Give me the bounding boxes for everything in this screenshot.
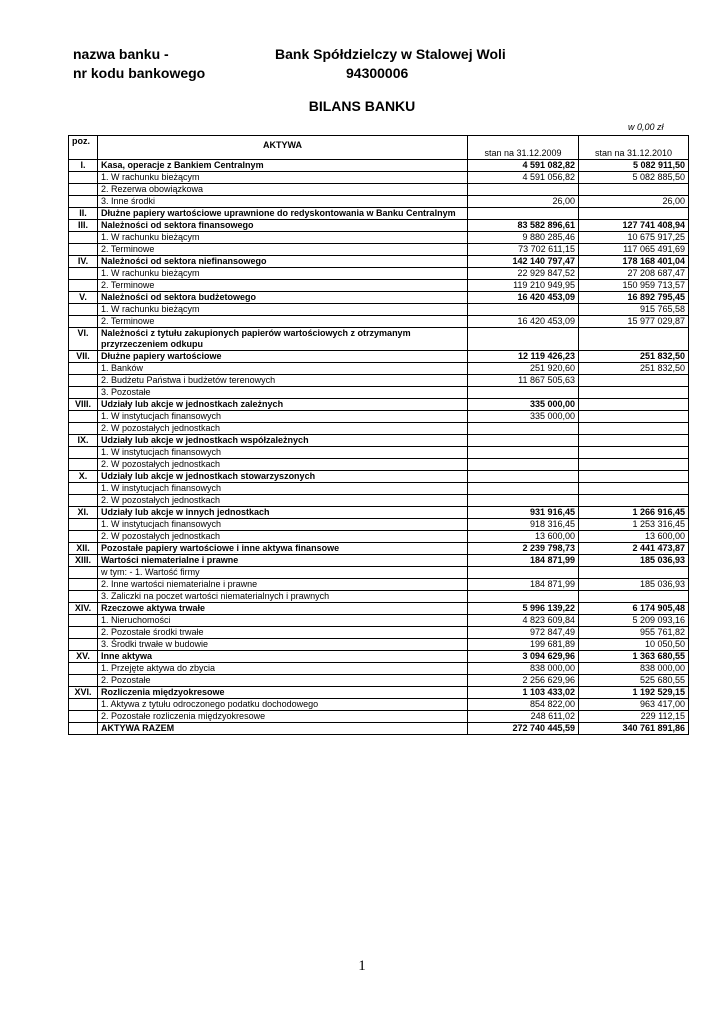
row-value-2010: 10 050,50 [579, 639, 689, 651]
table-row [69, 531, 689, 543]
header-2010: stan na 31.12.2010 [579, 136, 689, 160]
row-label: 1. Aktywa z tytułu odroczonego podatku dochodowego [98, 699, 468, 711]
table-row [69, 184, 689, 196]
row-poz: XIII. [69, 555, 98, 567]
row-value-2010 [579, 208, 689, 220]
row-label: 2. W pozostałych jednostkach [98, 423, 468, 435]
table-row [69, 232, 689, 244]
row-value-2010: 340 761 891,86 [579, 723, 689, 735]
row-value-2009: 22 929 847,52 [468, 268, 579, 280]
row-poz [69, 196, 98, 208]
row-poz: I. [69, 160, 98, 172]
table-row [69, 555, 689, 567]
row-label: Rzeczowe aktywa trwałe [98, 603, 468, 615]
row-label: 2. Terminowe [98, 280, 468, 292]
row-value-2009: 2 239 798,73 [468, 543, 579, 555]
table-row [69, 675, 689, 687]
bank-name: Bank Spółdzielczy w Stalowej Woli [275, 46, 506, 62]
row-poz: V. [69, 292, 98, 304]
row-value-2010 [579, 591, 689, 603]
row-value-2009 [468, 495, 579, 507]
row-poz: VI. [69, 328, 98, 351]
row-value-2009 [468, 304, 579, 316]
row-value-2010: 963 417,00 [579, 699, 689, 711]
row-label: Dłużne papiery wartościowe [98, 351, 468, 363]
row-value-2010: 251 832,50 [579, 363, 689, 375]
table-row [69, 435, 689, 447]
row-value-2009: 184 871,99 [468, 555, 579, 567]
row-label: 2. Pozostałe rozliczenia międzyokresowe [98, 711, 468, 723]
row-value-2010: 16 892 795,45 [579, 292, 689, 304]
row-value-2009: 184 871,99 [468, 579, 579, 591]
row-value-2009: 73 702 611,15 [468, 244, 579, 256]
row-value-2009: 83 582 896,61 [468, 220, 579, 232]
row-value-2010: 185 036,93 [579, 555, 689, 567]
row-poz [69, 304, 98, 316]
row-poz [69, 483, 98, 495]
row-label: 2. Inne wartości niematerialne i prawne [98, 579, 468, 591]
row-value-2009: 838 000,00 [468, 663, 579, 675]
table-row [69, 579, 689, 591]
row-value-2010: 1 363 680,55 [579, 651, 689, 663]
row-value-2010: 6 174 905,48 [579, 603, 689, 615]
row-poz [69, 387, 98, 399]
row-value-2009: 13 600,00 [468, 531, 579, 543]
row-poz: XII. [69, 543, 98, 555]
row-value-2009: 3 094 629,96 [468, 651, 579, 663]
row-value-2009: 854 822,00 [468, 699, 579, 711]
table-row [69, 591, 689, 603]
row-poz: XVI. [69, 687, 98, 699]
row-label: Należności od sektora niefinansowego [98, 256, 468, 268]
row-label: 2. W pozostałych jednostkach [98, 531, 468, 543]
row-value-2009 [468, 459, 579, 471]
row-poz [69, 363, 98, 375]
table-row [69, 280, 689, 292]
row-label: 2. Terminowe [98, 316, 468, 328]
table-row [69, 220, 689, 232]
row-label: 1. W rachunku bieżącym [98, 232, 468, 244]
table-row [69, 723, 689, 735]
row-poz [69, 699, 98, 711]
row-value-2009 [468, 184, 579, 196]
row-poz [69, 244, 98, 256]
table-row [69, 160, 689, 172]
row-label: Należności z tytułu zakupionych papierów wartościowych z otrzymanym przyrzeczeniem odkupu [98, 328, 468, 351]
row-poz [69, 531, 98, 543]
row-value-2010 [579, 483, 689, 495]
row-label: Wartości niematerialne i prawne [98, 555, 468, 567]
row-value-2010: 13 600,00 [579, 531, 689, 543]
row-label: 1. W rachunku bieżącym [98, 172, 468, 184]
row-value-2009: 199 681,89 [468, 639, 579, 651]
row-poz: XIV. [69, 603, 98, 615]
row-value-2009: 1 103 433,02 [468, 687, 579, 699]
row-label: w tym: - 1. Wartość firmy [98, 567, 468, 579]
row-value-2009 [468, 567, 579, 579]
row-value-2010 [579, 459, 689, 471]
table-row [69, 172, 689, 184]
row-value-2009: 4 823 609,84 [468, 615, 579, 627]
row-value-2010: 2 441 473,87 [579, 543, 689, 555]
row-value-2010 [579, 447, 689, 459]
row-value-2010 [579, 495, 689, 507]
table-row [69, 328, 689, 351]
table-row [69, 459, 689, 471]
row-value-2009 [468, 591, 579, 603]
table-row [69, 256, 689, 268]
row-value-2009 [468, 208, 579, 220]
row-value-2010 [579, 435, 689, 447]
row-label: 1. W instytucjach finansowych [98, 411, 468, 423]
row-value-2010: 1 253 316,45 [579, 519, 689, 531]
table-row [69, 423, 689, 435]
row-value-2010: 117 065 491,69 [579, 244, 689, 256]
row-label: 3. Pozostałe [98, 387, 468, 399]
row-label: Kasa, operacje z Bankiem Centralnym [98, 160, 468, 172]
row-label: 3. Zaliczki na poczet wartości niematerialnych i prawnych [98, 591, 468, 603]
row-poz: III. [69, 220, 98, 232]
row-value-2010 [579, 375, 689, 387]
table-row [69, 711, 689, 723]
row-value-2009: 12 119 426,23 [468, 351, 579, 363]
row-value-2010 [579, 184, 689, 196]
row-label: 2. Terminowe [98, 244, 468, 256]
row-value-2009: 272 740 445,59 [468, 723, 579, 735]
row-poz: IX. [69, 435, 98, 447]
row-value-2010: 150 959 713,57 [579, 280, 689, 292]
row-label: Udziały lub akcje w jednostkach współzależnych [98, 435, 468, 447]
row-value-2010 [579, 387, 689, 399]
row-poz [69, 615, 98, 627]
row-label: Rozliczenia międzyokresowe [98, 687, 468, 699]
row-poz [69, 675, 98, 687]
row-poz [69, 316, 98, 328]
header-2009: stan na 31.12.2009 [468, 136, 579, 160]
row-poz [69, 639, 98, 651]
row-value-2009 [468, 471, 579, 483]
row-value-2009: 248 611,02 [468, 711, 579, 723]
row-label: 2. W pozostałych jednostkach [98, 495, 468, 507]
table-row [69, 615, 689, 627]
row-label: 1. W instytucjach finansowych [98, 519, 468, 531]
row-poz [69, 375, 98, 387]
table-row [69, 651, 689, 663]
bank-code: 94300006 [346, 65, 409, 81]
row-value-2010: 26,00 [579, 196, 689, 208]
row-label: 3. Inne środki [98, 196, 468, 208]
row-label: 2. Pozostałe [98, 675, 468, 687]
table-row [69, 268, 689, 280]
row-value-2010: 1 192 529,15 [579, 687, 689, 699]
table-row [69, 639, 689, 651]
row-label: 2. Pozostałe środki trwałe [98, 627, 468, 639]
row-value-2009: 4 591 082,82 [468, 160, 579, 172]
row-label: Należności od sektora finansowego [98, 220, 468, 232]
row-poz [69, 447, 98, 459]
header-poz: poz. [69, 136, 98, 160]
row-label: Udziały lub akcje w innych jednostkach [98, 507, 468, 519]
bank-name-label: nazwa banku - [73, 46, 169, 62]
row-label: Należności od sektora budżetowego [98, 292, 468, 304]
row-value-2009 [468, 447, 579, 459]
table-row [69, 483, 689, 495]
row-poz [69, 663, 98, 675]
row-value-2010: 229 112,15 [579, 711, 689, 723]
row-value-2009 [468, 387, 579, 399]
row-value-2010: 5 209 093,16 [579, 615, 689, 627]
row-value-2009 [468, 328, 579, 351]
table-row [69, 567, 689, 579]
row-label: 1. W rachunku bieżącym [98, 304, 468, 316]
table-row [69, 208, 689, 220]
row-poz: VII. [69, 351, 98, 363]
table-row [69, 519, 689, 531]
row-label: 1. Nieruchomości [98, 615, 468, 627]
row-value-2009: 2 256 629,96 [468, 675, 579, 687]
row-label: 1. W instytucjach finansowych [98, 447, 468, 459]
table-row [69, 471, 689, 483]
row-value-2010: 915 765,58 [579, 304, 689, 316]
row-value-2010 [579, 471, 689, 483]
table-row [69, 543, 689, 555]
row-value-2010: 1 266 916,45 [579, 507, 689, 519]
row-value-2009: 9 880 285,46 [468, 232, 579, 244]
page-title: BILANS BANKU [308, 98, 416, 114]
row-label: 1. Banków [98, 363, 468, 375]
row-poz [69, 495, 98, 507]
table-header-row [69, 136, 689, 160]
row-value-2009: 335 000,00 [468, 399, 579, 411]
row-label: 3. Środki trwałe w budowie [98, 639, 468, 651]
row-poz: XV. [69, 651, 98, 663]
row-value-2010: 838 000,00 [579, 663, 689, 675]
row-value-2010: 178 168 401,04 [579, 256, 689, 268]
row-poz [69, 591, 98, 603]
table-row [69, 495, 689, 507]
table-row [69, 447, 689, 459]
header-aktywa: AKTYWA [98, 136, 468, 160]
table-row [69, 687, 689, 699]
table-row [69, 411, 689, 423]
row-value-2009 [468, 435, 579, 447]
row-poz: X. [69, 471, 98, 483]
table-row [69, 196, 689, 208]
row-poz [69, 711, 98, 723]
row-value-2009: 16 420 453,09 [468, 292, 579, 304]
row-poz [69, 280, 98, 292]
row-label: AKTYWA RAZEM [98, 723, 468, 735]
row-value-2010 [579, 399, 689, 411]
row-poz [69, 579, 98, 591]
row-label: Udziały lub akcje w jednostkach zależnych [98, 399, 468, 411]
balance-table [68, 135, 689, 735]
unit-note: w 0,00 zł [628, 122, 664, 132]
row-label: Udziały lub akcje w jednostkach stowarzyszonych [98, 471, 468, 483]
row-value-2009: 251 920,60 [468, 363, 579, 375]
row-value-2010 [579, 567, 689, 579]
row-value-2010 [579, 411, 689, 423]
row-poz: IV. [69, 256, 98, 268]
row-label: Pozostałe papiery wartościowe i inne aktywa finansowe [98, 543, 468, 555]
row-poz: VIII. [69, 399, 98, 411]
row-value-2009: 11 867 505,63 [468, 375, 579, 387]
row-value-2009: 5 996 139,22 [468, 603, 579, 615]
row-label: 1. W rachunku bieżącym [98, 268, 468, 280]
table-row [69, 399, 689, 411]
row-poz [69, 627, 98, 639]
row-value-2009: 972 847,49 [468, 627, 579, 639]
table-row [69, 663, 689, 675]
row-poz: II. [69, 208, 98, 220]
table-row [69, 603, 689, 615]
bank-code-label: nr kodu bankowego [73, 65, 206, 81]
row-poz [69, 567, 98, 579]
row-poz [69, 411, 98, 423]
table-row [69, 292, 689, 304]
table-row [69, 304, 689, 316]
row-value-2010 [579, 423, 689, 435]
table-row [69, 387, 689, 399]
table-row [69, 244, 689, 256]
row-value-2009: 931 916,45 [468, 507, 579, 519]
table-row [69, 627, 689, 639]
row-poz: XI. [69, 507, 98, 519]
row-value-2010: 955 761,82 [579, 627, 689, 639]
row-label: Inne aktywa [98, 651, 468, 663]
table-row [69, 507, 689, 519]
row-value-2010: 15 977 029,87 [579, 316, 689, 328]
row-value-2010: 251 832,50 [579, 351, 689, 363]
row-label: 1. W instytucjach finansowych [98, 483, 468, 495]
row-poz [69, 268, 98, 280]
row-poz [69, 232, 98, 244]
row-value-2010 [579, 328, 689, 351]
row-value-2010: 5 082 911,50 [579, 160, 689, 172]
page-number: 1 [358, 958, 366, 974]
row-poz [69, 423, 98, 435]
row-value-2010: 10 675 917,25 [579, 232, 689, 244]
row-value-2010: 5 082 885,50 [579, 172, 689, 184]
row-value-2010: 127 741 408,94 [579, 220, 689, 232]
row-label: 2. W pozostałych jednostkach [98, 459, 468, 471]
table-body [69, 160, 689, 735]
row-label: Dłużne papiery wartościowe uprawnione do redyskontowania w Banku Centralnym [98, 208, 468, 220]
row-value-2009 [468, 483, 579, 495]
table-row [69, 363, 689, 375]
row-value-2010: 525 680,55 [579, 675, 689, 687]
table-row [69, 375, 689, 387]
row-value-2009: 16 420 453,09 [468, 316, 579, 328]
table-row [69, 699, 689, 711]
table-row [69, 351, 689, 363]
row-value-2009: 918 316,45 [468, 519, 579, 531]
row-label: 2. Budżetu Państwa i budżetów terenowych [98, 375, 468, 387]
row-value-2009 [468, 423, 579, 435]
row-poz [69, 519, 98, 531]
row-poz [69, 723, 98, 735]
row-value-2010: 27 208 687,47 [579, 268, 689, 280]
row-label: 2. Rezerwa obowiązkowa [98, 184, 468, 196]
row-poz [69, 172, 98, 184]
table-row [69, 316, 689, 328]
row-value-2009: 26,00 [468, 196, 579, 208]
row-value-2009: 335 000,00 [468, 411, 579, 423]
row-value-2009: 119 210 949,95 [468, 280, 579, 292]
row-poz [69, 459, 98, 471]
row-value-2009: 142 140 797,47 [468, 256, 579, 268]
row-value-2009: 4 591 056,82 [468, 172, 579, 184]
row-value-2010: 185 036,93 [579, 579, 689, 591]
row-poz [69, 184, 98, 196]
row-label: 1. Przejęte aktywa do zbycia [98, 663, 468, 675]
